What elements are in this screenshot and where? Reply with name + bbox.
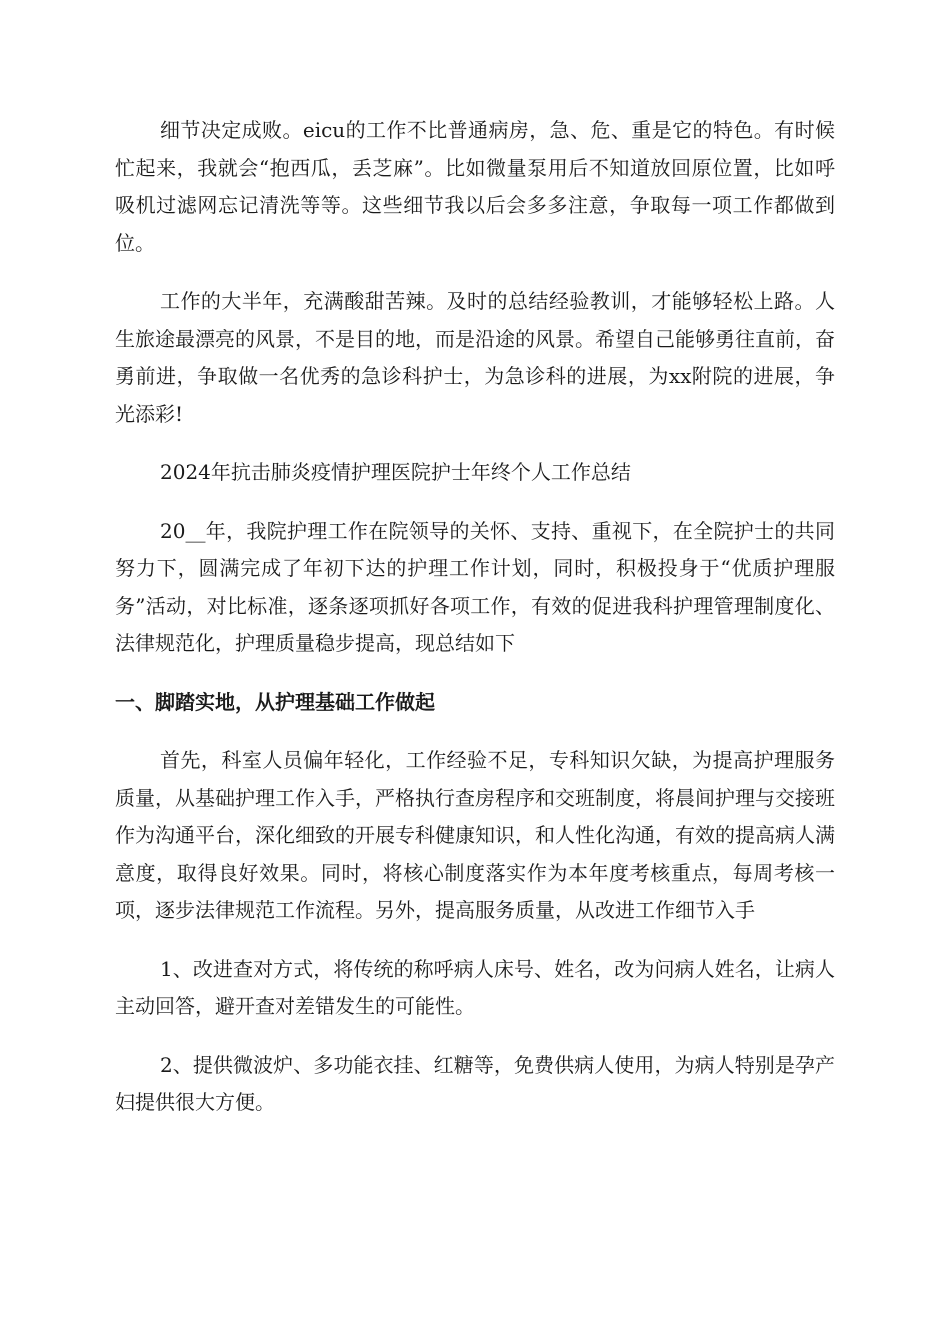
- paragraph-details: 细节决定成败。eicu的工作不比普通病房，急、危、重是它的特色。有时候忙起来，我就会“抱西瓜，丢芝麻”。比如微量泵用后不知道放回原位置，比如呼吸机过滤网忘记清洗等等。这些细节我以后会多多注意，争取每一项工作都做到位。: [115, 118, 835, 255]
- paragraph-summary-intro: 20__年，我院护理工作在院领导的关怀、支持、重视下，在全院护士的共同努力下，圆满完成了年初下达的护理工作计划，同时，积极投身于“优质护理服务”活动，对比标准，逐条逐项抓好各项工作，有效的促进我科护理管理制度化、法律规范化，护理质量稳步提高，现总结如下: [115, 518, 835, 655]
- list-item-1: 1、改进查对方式，将传统的称呼病人床号、姓名，改为问病人姓名，让病人主动回答，避开查对差错发生的可能性。: [115, 956, 835, 1018]
- section-title: 2024年抗击肺炎疫情护理医院护士年终个人工作总结: [160, 460, 631, 484]
- paragraph-half-year: 工作的大半年，充满酸甜苦辣。及时的总结经验教训，才能够轻松上路。人生旅途最漂亮的风景，不是目的地，而是沿途的风景。希望自己能够勇往直前，奋勇前进，争取做一名优秀的急诊科护士，为急诊科的进展，为xx附院的进展，争光添彩!: [115, 289, 835, 426]
- section-heading: 一、脚踏实地，从护理基础工作做起: [115, 689, 435, 714]
- list-item-2: 2、提供微波炉、多功能衣挂、红糖等，免费供病人使用，为病人特别是孕产妇提供很大方便。: [115, 1052, 835, 1114]
- document-body: [115, 112, 835, 1143]
- paragraph-basic-care: 首先，科室人员偏年轻化，工作经验不足，专科知识欠缺，为提高护理服务质量，从基础护理工作入手，严格执行查房程序和交班制度，将晨间护理与交接班作为沟通平台，深化细致的开展专科健康知识，和人性化沟通，有效的提高病人满意度，取得良好效果。同时，将核心制度落实作为本年度考核重点，每周考核一项，逐步法律规范工作流程。另外，提高服务质量，从改进工作细节入手: [115, 748, 835, 922]
